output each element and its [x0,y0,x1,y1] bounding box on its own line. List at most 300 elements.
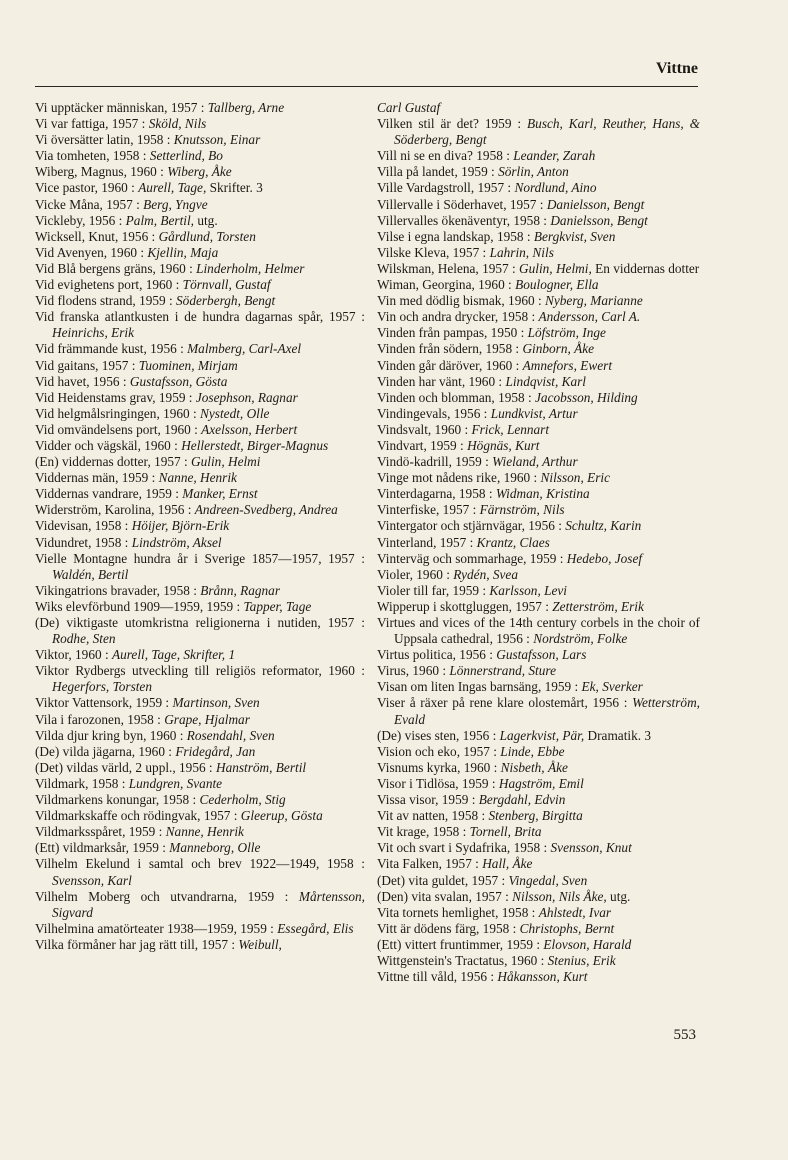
entry-title: Vintergator och stjärnvägar, 1956 : [377,518,566,534]
index-entry [35,390,365,406]
entry-title: Vinge mot nådens rike, 1960 : [377,470,541,486]
entry-title: Vision och eko, 1957 : [377,743,501,759]
index-entry [377,905,700,921]
index-entry [377,180,700,196]
index-entry [377,873,700,889]
entry-title: Vilka förmåner har jag rätt till, 1957 : [35,936,239,952]
entry-author: Lagerkvist, Pär, [499,727,585,743]
entry-author: Andreen-Svedberg, Andrea [194,502,338,518]
entry-author: Nystedt, Olle [200,405,270,421]
index-entry [35,132,365,148]
entry-author: Vingedal, Sven [508,872,588,888]
entry-author: Sörlin, Anton [498,164,569,180]
entry-author: Nisbeth, Åke [500,759,568,775]
entry-author: Håkansson, Kurt [497,969,588,985]
index-entry [377,663,700,679]
entry-title: Videvisan, 1958 : [35,518,132,534]
index-entry [377,213,700,229]
entry-author: Elovson, Harald [543,936,632,952]
entry-title: Visor i Tidlösa, 1959 : [377,775,499,791]
entry-author: Linde, Ebbe [500,743,565,759]
entry-author: Manneborg, Olle [169,840,261,856]
entry-title: Vinden från pampas, 1950 : [377,325,528,341]
entry-title: Wiman, Georgina, 1960 : [377,277,516,293]
entry-author: Carl Gustaf [377,100,441,115]
entry-author: Färnström, Nils [479,502,565,518]
entry-title: Widerström, Karolina, 1956 : [35,502,195,518]
entry-title: Virus, 1960 : [377,663,450,679]
entry-title: Via tomheten, 1958 : [35,148,150,164]
index-entry [35,615,365,647]
index-entry [35,535,365,551]
index-entry [377,470,700,486]
index-entry [377,760,700,776]
entry-author: Svensson, Karl [52,872,132,888]
index-entry [377,599,700,615]
page-number: 553 [673,1027,696,1043]
entry-author: Christophs, Bernt [519,920,615,936]
entry-author: Weibull, [238,936,282,952]
entry-author: Aurell, Tage, Skrifter, 1 [111,647,236,663]
index-entry [377,889,700,905]
index-entry [377,390,700,406]
entry-author: Gårdlund, Torsten [158,228,256,244]
entry-author: Karlsson, Levi [489,582,567,598]
entry-title: Vid evighetens port, 1960 : [35,277,183,293]
index-entry [377,953,700,969]
index-entry [377,374,700,390]
entry-title: Vid franska atlantkusten i de hundra dagarnas spår, 1957 : [35,309,365,325]
entry-author: Andersson, Carl A. [538,309,641,325]
index-entry [377,325,700,341]
entry-author: Tuominen, Mirjam [138,357,238,373]
entry-author: Wieland, Arthur [492,454,578,470]
entry-author: Rosendahl, Sven [186,727,275,743]
index-entry [377,567,700,583]
index-entry [35,663,365,695]
index-entry [35,712,365,728]
entry-author: Rodhe, Sten [52,631,116,647]
entry-title: Vinterdagarna, 1958 : [377,486,496,502]
entry-title: Vidundret, 1958 : [35,534,132,550]
entry-title: Viktor, 1960 : [35,647,112,663]
entry-author: Svensson, Knut [550,840,632,856]
entry-author: Krantz, Claes [476,534,550,550]
entry-author: Nilsson, Nils Åke, [512,888,607,904]
index-entry [35,229,365,245]
index-entry [35,695,365,711]
index-entry [35,856,365,888]
entry-title: Viddernas män, 1959 : [35,470,159,486]
entry-title: (Det) vita guldet, 1957 : [377,872,509,888]
entry-author: Danielsson, Bengt [550,212,648,228]
index-entry [377,341,700,357]
entry-title: Wicksell, Knut, 1956 : [35,228,159,244]
index-entry [377,824,700,840]
entry-author: Bergdahl, Edvin [478,792,566,808]
entry-author: Manker, Ernst [182,486,258,502]
entry-title: Virtues and vices of the 14th century corbels in the choir of Uppsala cathedral, 1956 : [377,615,700,647]
entry-author: Ginborn, Åke [522,341,595,357]
entry-title: Vilhelm Moberg och utvandrarna, 1959 : [35,888,299,904]
entry-title: (Ett) vildmarksår, 1959 : [35,840,170,856]
entry-author: Palm, Bertil, [125,212,194,228]
index-entry [35,454,365,470]
index-entry [35,438,365,454]
index-entry [377,229,700,245]
entry-title: Vilhelm Ekelund i samtal och brev 1922—1949, 1958 : [35,856,365,872]
index-entry [35,744,365,760]
entry-title: Vin och andra drycker, 1958 : [377,309,539,325]
entry-title: Vinden går däröver, 1960 : [377,357,523,373]
entry-author: Rydén, Svea [453,566,518,582]
entry-title: Wipperup i skottgluggen, 1957 : [377,598,553,614]
entry-author: Tallberg, Arne [207,100,285,115]
entry-title: (De) vilda jägarna, 1960 : [35,743,176,759]
entry-author: Aurell, Tage, [138,180,207,196]
index-entry [377,309,700,325]
entry-title: Viktor Rydbergs utveckling till religiös reformator, 1960 : [35,663,365,679]
index-entry [35,808,365,824]
entry-title: Villervalles ökenäventyr, 1958 : [377,212,551,228]
index-entry [377,197,700,213]
entry-note: utg. [194,212,218,228]
index-entry [35,341,365,357]
entry-title: Vid omvändelsens port, 1960 : [35,421,202,437]
entry-title: Vit av natten, 1958 : [377,808,489,824]
entry-title: Vin med dödlig bismak, 1960 : [377,293,545,309]
index-entry [377,422,700,438]
index-entry [377,583,700,599]
entry-author: Ahlstedt, Ivar [538,904,612,920]
index-entry [35,197,365,213]
entry-author: Lahrin, Nils [489,244,554,260]
index-entry [377,277,700,293]
index-entry [35,502,365,518]
index-entry [35,921,365,937]
index-entry [35,647,365,663]
index-entry [377,921,700,937]
index-entry [377,969,700,985]
index-entry [35,245,365,261]
entry-title: Vickleby, 1956 : [35,212,126,228]
entry-title: Vi var fattiga, 1957 : [35,116,149,132]
entry-author: Gulin, Helmi, [519,260,592,276]
entry-author: Martinson, Sven [172,695,260,711]
entry-author: Gustafsson, Gösta [129,373,228,389]
header-rule [35,86,698,87]
index-entry [377,856,700,872]
index-entry [35,840,365,856]
entry-title: Vildmark, 1958 : [35,775,129,791]
entry-author: Boulogner, Ella [515,277,599,293]
index-entry [35,422,365,438]
index-entry [377,695,700,727]
entry-title: Vi upptäcker människan, 1957 : [35,100,208,115]
index-entry [377,792,700,808]
entry-author: Stenius, Erik [547,952,616,968]
entry-title: (En) viddernas dotter, 1957 : [35,454,192,470]
entry-title: Vit och svart i Sydafrika, 1958 : [377,840,551,856]
entry-author: Hall, Åke [482,856,533,872]
index-entry [377,486,700,502]
index-entry [377,454,700,470]
entry-title: Vindingevals, 1956 : [377,405,491,421]
index-entry [377,293,700,309]
entry-author: Bergkvist, Sven [533,228,616,244]
entry-author: Amnefors, Ewert [522,357,613,373]
entry-title: (De) viktigaste utomkristna religionerna i nutiden, 1957 : [35,615,365,630]
index-entry [35,937,365,953]
entry-title: (Den) vita svalan, 1957 : [377,888,513,904]
running-head: Vittne [655,60,698,77]
index-entry [377,502,700,518]
entry-title: Wiks elevförbund 1909—1959, 1959 : [35,598,244,614]
entry-title: (Det) vildas värld, 2 uppl., 1956 : [35,759,216,775]
entry-title: Viddernas vandrare, 1959 : [35,486,183,502]
entry-note: utg. [606,888,631,904]
entry-title: Ville Vardagstroll, 1957 : [377,180,515,196]
entry-title: Wilskman, Helena, 1957 : [377,260,520,276]
entry-title: Viktor Vattensork, 1959 : [35,695,173,711]
entry-title: Vila i farozonen, 1958 : [35,711,165,727]
entry-title: Vilske Kleva, 1957 : [377,244,490,260]
entry-title: Viser å räxer på rene klare olostemårt, 1956 : [377,695,633,711]
index-entry [377,100,700,116]
index-entry [35,486,365,502]
entry-author: Linderholm, Helmer [196,260,305,276]
entry-title: Visan om liten Ingas barnsäng, 1959 : [377,679,582,695]
entry-author: Fridegård, Jan [175,743,256,759]
entry-title: Vidder och vägskäl, 1960 : [35,437,182,453]
index-entry [377,679,700,695]
entry-title: Vinterfiske, 1957 : [377,502,480,518]
right-column [377,100,700,985]
entry-title: Vinden och blomman, 1958 : [377,389,536,405]
entry-title: Vita tornets hemlighet, 1958 : [377,904,539,920]
index-entry [377,840,700,856]
entry-title: Vit krage, 1958 : [377,824,470,840]
entry-author: Hegerfors, Torsten [52,679,152,695]
index-entry [35,889,365,921]
index-entry [35,551,365,583]
entry-author: Kjellin, Maja [147,244,219,260]
index-entry [35,358,365,374]
index-entry [377,164,700,180]
entry-author: Zetterström, Erik [552,598,644,614]
entry-title: Vildmarkskaffe och rödingvak, 1957 : [35,808,241,824]
entry-author: Tapper, Tage [243,598,312,614]
entry-title: Violer till far, 1959 : [377,582,490,598]
index-entry [377,744,700,760]
entry-title: Vildmarksspåret, 1959 : [35,824,166,840]
index-entry [377,148,700,164]
index-entry [35,148,365,164]
entry-author: Grape, Hjalmar [164,711,250,727]
entry-author: Wiberg, Åke [167,164,232,180]
entry-author: Höijer, Björn-Erik [131,518,230,534]
entry-title: Vilken stil är det? 1959 : [377,116,528,132]
entry-author: Mårtensson, Sigvard [52,888,365,920]
left-column [35,100,365,953]
entry-author: Sköld, Nils [148,116,207,132]
entry-title: Wiberg, Magnus, 1960 : [35,164,168,180]
entry-title: Vindvart, 1959 : [377,437,468,453]
entry-author: Nordlund, Aino [514,180,597,196]
index-entry [377,358,700,374]
index-entry [35,792,365,808]
entry-author: Leander, Zarah [513,148,596,164]
index-entry [35,583,365,599]
entry-author: Frick, Lennart [471,421,550,437]
entry-author: Malmberg, Carl-Axel [187,341,302,357]
entry-author: Lundkvist, Artur [490,405,578,421]
index-entry [35,116,365,132]
entry-title: Vilse i egna landskap, 1958 : [377,228,534,244]
index-entry [377,438,700,454]
index-entry [377,551,700,567]
entry-author: Schultz, Karin [565,518,642,534]
index-entry [35,374,365,390]
entry-title: Vid främmande kust, 1956 : [35,341,188,357]
index-entry [377,406,700,422]
entry-title: Vill ni se en diva? 1958 : [377,148,514,164]
entry-title: (Ett) vittert fruntimmer, 1959 : [377,936,544,952]
entry-author: Heinrichs, Erik [52,325,134,341]
entry-title: Vid Avenyen, 1960 : [35,244,148,260]
index-entry [35,100,365,116]
entry-title: Vildmarkens konungar, 1958 : [35,792,200,808]
entry-author: Nyberg, Marianne [545,293,643,309]
entry-author: Högnäs, Kurt [467,437,540,453]
entry-title: Villa på landet, 1959 : [377,164,499,180]
entry-title: Vid flodens strand, 1959 : [35,293,177,309]
entry-title: Vielle Montagne hundra år i Sverige 1857—1957, 1957 : [35,550,365,566]
index-entry [35,518,365,534]
index-entry [35,406,365,422]
entry-author: Axelsson, Herbert [201,421,298,437]
entry-title: Vinden har vänt, 1960 : [377,373,506,389]
entry-author: Lönnerstrand, Sture [449,663,556,679]
entry-title: Vissa visor, 1959 : [377,792,479,808]
entry-author: Törnvall, Gustaf [182,277,271,293]
entry-title: Vittne till våld, 1956 : [377,969,498,985]
entry-author: Gleerup, Gösta [240,808,323,824]
index-entry [377,728,700,744]
entry-title: Vinterväg och sommarhage, 1959 : [377,550,567,566]
entry-title: Vid Blå bergens gräns, 1960 : [35,260,197,276]
entry-title: (De) vises sten, 1956 : [377,727,500,743]
entry-title: Vinden från södern, 1958 : [377,341,523,357]
entry-author: Jacobsson, Hilding [535,389,638,405]
entry-author: Busch, Karl, Reuther, Hans, & Söderberg, Bengt [394,116,701,148]
entry-author: Widman, Kristina [495,486,590,502]
entry-author: Knutsson, Einar [173,132,261,148]
entry-title: Vita Falken, 1957 : [377,856,483,872]
entry-author: Hellerstedt, Birger-Magnus [181,437,329,453]
entry-title: Vikingatrions bravader, 1958 : [35,582,201,598]
entry-author: Tornell, Brita [469,824,542,840]
entry-author: Nordström, Folke [533,631,628,647]
entry-title: Wittgenstein's Tractatus, 1960 : [377,952,548,968]
entry-author: Ek, Sverker [581,679,643,695]
entry-author: Hanström, Bertil [215,759,307,775]
entry-note: Skrifter. 3 [206,180,263,196]
index-entry [35,180,365,196]
entry-author: Gulin, Helmi [191,454,261,470]
index-entry [377,808,700,824]
index-entry [35,261,365,277]
entry-title: Vitt är dödens färg, 1958 : [377,920,520,936]
index-entry [35,824,365,840]
index-entry [377,937,700,953]
entry-title: Vilda djur kring byn, 1960 : [35,727,187,743]
index-entry [35,760,365,776]
entry-author: Nanne, Henrik [158,470,237,486]
entry-title: Vi översätter latin, 1958 : [35,132,174,148]
entry-author: Lindqvist, Karl [505,373,586,389]
index-entry [377,245,700,261]
entry-title: Villervalle i Söderhavet, 1957 : [377,196,547,212]
entry-title: Vid helgmålsringingen, 1960 : [35,405,201,421]
entry-author: Hedebo, Josef [566,550,643,566]
index-entry [35,164,365,180]
index-entry [35,213,365,229]
index-entry [377,647,700,663]
entry-author: Löfström, Inge [527,325,606,341]
entry-title: Visnums kyrka, 1960 : [377,759,501,775]
index-entry [35,293,365,309]
entry-title: Vilhelmina amatörteater 1938—1959, 1959 : [35,920,278,936]
entry-title: Vid Heidenstams grav, 1959 : [35,389,196,405]
entry-author: Stenberg, Birgitta [488,808,583,824]
entry-author: Waldén, Bertil [52,566,129,582]
index-entry [377,776,700,792]
entry-author: Gustafsson, Lars [496,647,587,663]
index-entry [35,277,365,293]
index-entry [377,615,700,647]
entry-author: Lindström, Aksel [131,534,222,550]
index-entry [377,116,700,148]
index-entry [377,518,700,534]
entry-author: Berg, Yngve [143,196,208,212]
entry-title: Violer, 1960 : [377,566,454,582]
entry-title: Vinterland, 1957 : [377,534,477,550]
entry-note: Dramatik. 3 [584,727,652,743]
entry-title: Vid havet, 1956 : [35,373,130,389]
entry-author: Brånn, Ragnar [200,582,281,598]
entry-title: Vicke Måna, 1957 : [35,196,144,212]
index-entry [35,309,365,341]
index-entry [377,261,700,277]
entry-author: Lundgren, Svante [128,775,223,791]
index-entry [35,728,365,744]
entry-author: Wetterström, Evald [394,695,700,727]
index-entry [35,599,365,615]
entry-title: Vindö-kadrill, 1959 : [377,454,493,470]
index-entry [35,776,365,792]
entry-author: Nilsson, Eric [540,470,610,486]
entry-author: Danielsson, Bengt [546,196,645,212]
entry-title: Vice pastor, 1960 : [35,180,139,196]
entry-author: Setterlind, Bo [149,148,223,164]
entry-author: Cederholm, Stig [199,792,286,808]
entry-title: Vindsvalt, 1960 : [377,421,472,437]
entry-author: Josephson, Ragnar [195,389,298,405]
entry-author: Essegård, Elis [277,920,354,936]
entry-title: Vid gaitans, 1957 : [35,357,139,373]
entry-author: Hagström, Emil [498,775,584,791]
